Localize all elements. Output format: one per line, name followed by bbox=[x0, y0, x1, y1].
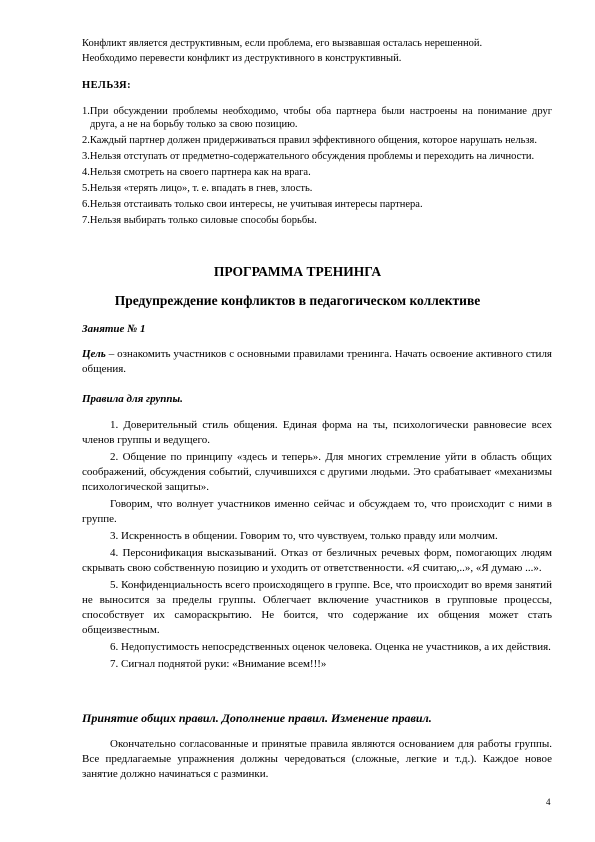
prohibitions-list bbox=[82, 105, 552, 230]
group-rule-item: 2. Общение по принципу «здесь и теперь». Для многих стремление уйти в область общих соображений, обсуждения событий, случившихся с другими людьми. Это срабатывает «механизмы психологической защиты». bbox=[82, 451, 552, 493]
prohibition-item: 3.Нельзя отступать от предметно-содержательного обсуждения проблемы и переходить на личности. bbox=[82, 151, 535, 162]
group-rule-item: 7. Сигнал поднятой руки: «Внимание всем!!!» bbox=[110, 658, 327, 670]
group-rule-item: 1. Доверительный стиль общения. Единая форма на ты, психологически равновесие всех членов группы и ведущего. bbox=[82, 419, 552, 446]
group-rule-item: 6. Недопустимость непосредственных оценок человека. Оценка не участников, а их действия. bbox=[110, 641, 551, 653]
acceptance-heading: Принятие общих правил. Дополнение правил. Изменение правил. bbox=[82, 711, 432, 725]
intro-line: Конфликт является деструктивным, если проблема, его вызвавшая осталась нерешенной. bbox=[82, 38, 483, 49]
intro-paragraph bbox=[82, 36, 562, 66]
prohibition-item: 4.Нельзя смотреть на своего партнера как на врага. bbox=[82, 167, 311, 178]
goal-paragraph bbox=[82, 347, 552, 377]
prohibition-item: 7.Нельзя выбирать только силовые способы борьбы. bbox=[82, 215, 317, 226]
group-rules-heading: Правила для группы. bbox=[82, 393, 183, 405]
prohibition-item: 1.При обсуждении проблемы необходимо, чтобы оба партнера были настроены на понимание друг друга, а не на борьбу только за свою позицию. bbox=[82, 106, 552, 130]
final-paragraph: Окончательно согласованные и принятые правила являются основанием для работы группы. Все предлагаемые упражнения должны чередоваться (сложные, легкие и т.д.). Каждое новое занятие должно начинаться с разминки. bbox=[82, 738, 552, 780]
group-rule-item: 4. Персонификация высказываний. Отказ от безличных речевых форм, помогающих людям скрывать свою собственную позицию и уходить от ответственности. «Я считаю,..», «Я думаю ...». bbox=[82, 547, 552, 574]
program-title: ПРОГРАММА ТРЕНИНГА bbox=[213, 264, 382, 279]
intro-line: Необходимо перевести конфликт из деструктивного в конструктивный. bbox=[82, 53, 402, 64]
session-title: Занятие № 1 bbox=[82, 323, 146, 335]
prohibition-item: 6.Нельзя отстаивать только свои интересы, не учитывая интересы партнера. bbox=[82, 199, 423, 210]
goal-text: – ознакомить участников с основными правилами тренинга. Начать освоение активного стиля общения. bbox=[82, 348, 552, 375]
group-rule-item: Говорим, что волнует участников именно сейчас и обсуждаем то, что происходит с ними в группе. bbox=[82, 498, 552, 525]
prohibitions-heading: НЕЛЬЗЯ: bbox=[82, 80, 132, 91]
group-rule-item: 3. Искренность в общении. Говорим то, что чувствуем, только правду или молчим. bbox=[110, 530, 498, 542]
group-rules-list bbox=[82, 418, 552, 674]
group-rule-item: 5. Конфиденциальность всего происходящего в группе. Все, что происходит во время занятий не выносится за пределы группы. Облегчает включение участников в групповые процессы, способствует их самораскрытию. Не боится, что содержание их общения может стать общеизвестным. bbox=[82, 579, 552, 636]
goal-label: Цель bbox=[82, 348, 106, 360]
prohibition-item: 5.Нельзя «терять лицо», т. е. впадать в гнев, злость. bbox=[82, 183, 313, 194]
prohibition-item: 2.Каждый партнер должен придерживаться правил эффективного общения, которое нарушать нельзя. bbox=[82, 135, 537, 146]
program-subtitle: Предупреждение конфликтов в педагогическом коллективе bbox=[114, 293, 481, 308]
page-number: 4 bbox=[546, 797, 551, 807]
